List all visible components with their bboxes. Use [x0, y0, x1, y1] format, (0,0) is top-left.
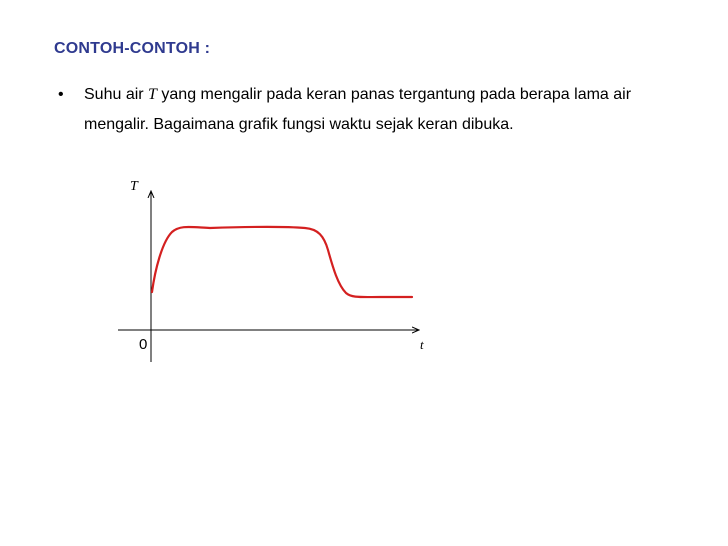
bullet-text-before: Suhu air [84, 86, 149, 103]
origin-label: 0 [139, 336, 148, 353]
bullet-mark: • [58, 86, 64, 103]
x-axis-label: t [420, 337, 424, 352]
bullet-text-after: yang mengalir pada keran panas tergantung pada berapa lama air mengalir. Bagaimana grafik fungsi waktu sejak keran dibuka. [84, 86, 632, 133]
temperature-curve [152, 227, 412, 297]
slide-heading: CONTOH-CONTOH : [54, 40, 211, 57]
bullet-math-variable: T [148, 86, 157, 103]
y-axis-label: T [130, 179, 138, 194]
